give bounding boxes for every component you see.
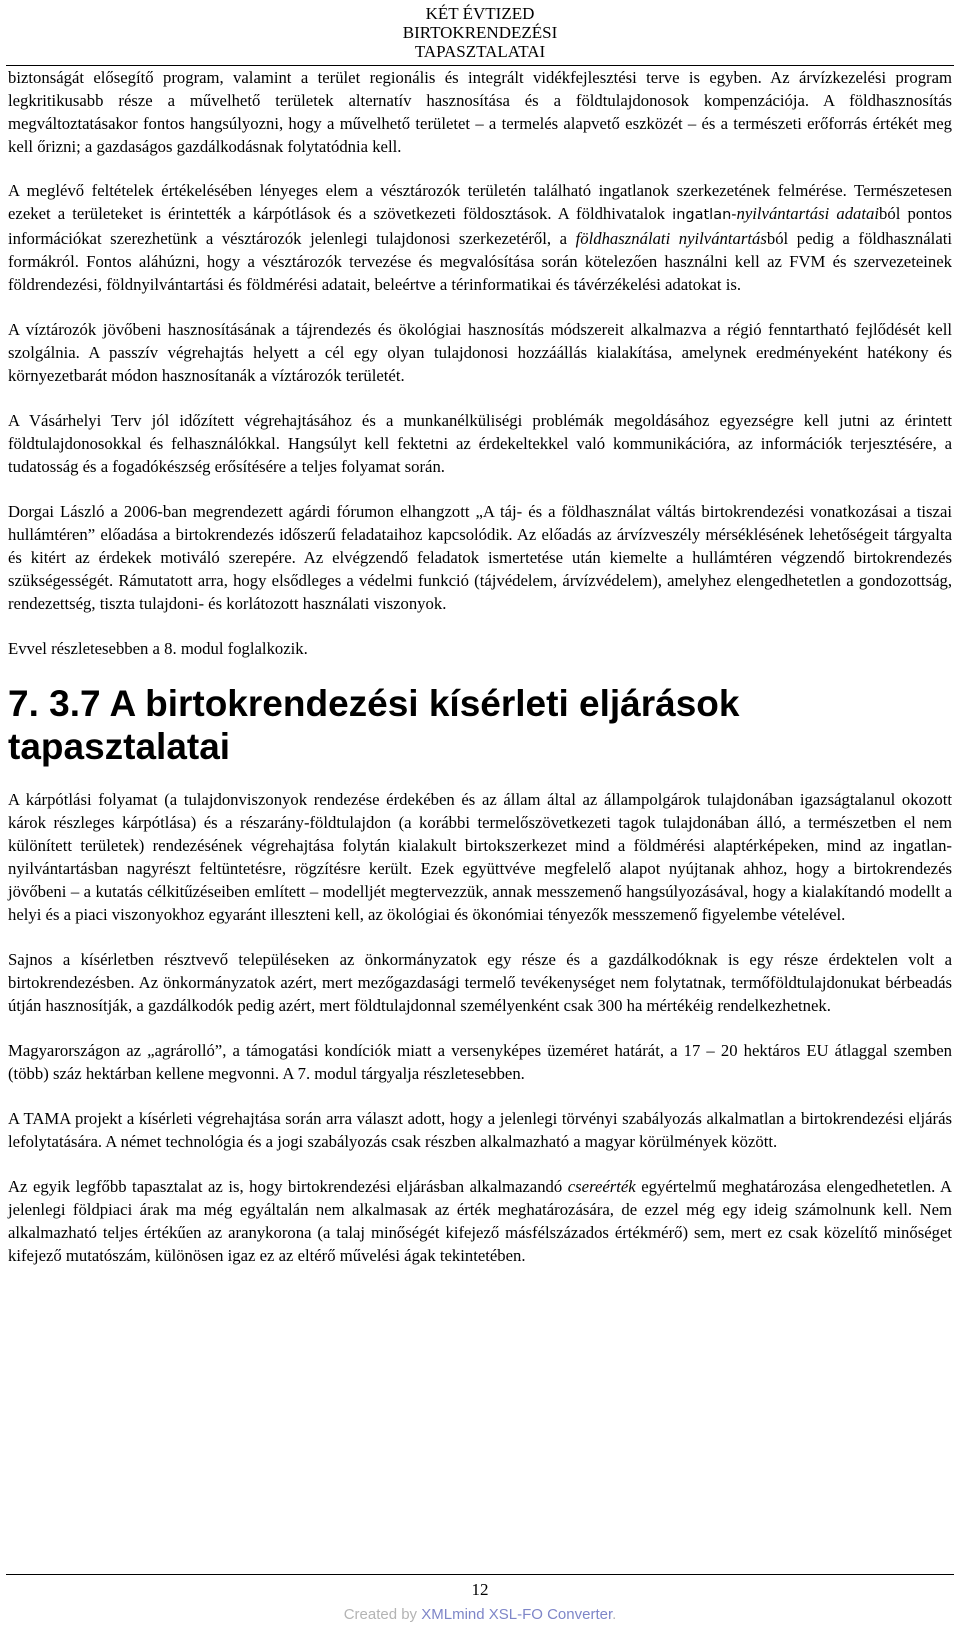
- paragraph-4: A Vásárhelyi Terv jól időzített végrehajtásához és a munkanélküliségi problémák megoldásához egyezségre kell jutni az érintett földtulajdonosokkal és felhasználókkal. Hangsúlyt kell fektetni az érdekeltekkel való kommunikációra, az információk terjesztésére, a tudatosság és a fogadókészség erősítésére a teljes folyamat során.: [8, 411, 952, 476]
- page-number: 12: [471, 1580, 489, 1599]
- paragraph-6: Evvel részletesebben a 8. modul foglalkozik.: [8, 639, 308, 658]
- section-paragraph-5-text-c: egyértelmű meghatározása elengedhetetlen. A jelenlegi földpiaci árak ma még egyáltalán nem alkalmasak az érték meghatározására, de ezzel még egy ideig számolnunk kell. Nem alkalmazható teljes értékűen az aranykorona (a talaj minőségét kifejező másfélszázados értékmérő) sem, mert ez csak közelítő minőséget kifejező mutatószám, különösen igaz ez az eltérő művelési ágak tekintetében.: [8, 1177, 952, 1265]
- paragraph-1: biztonságát elősegítő program, valamint a terület regionális és integrált vidékfejlesztési terve is egyben. Az árvízkezelési program legkritikusabb része a művelhető területek alternatív hasznosítása és a földtulajdonosok kompenzációja. A földhasznosítás megváltoztatásakor fontos hangsúlyozni, hogy a művelhető területet – a termelés alapvető eszközét – és a természeti erőforrás értékét meg kell őrizni; a gazdaságos gazdálkodásnak folytatódnia kell.: [8, 68, 952, 156]
- section-paragraph-5: [8, 1175, 952, 1267]
- section-paragraph-3: Magyarországon az „agrárolló”, a támogatási kondíciók miatt a versenyképes üzeméret határát, a 17 – 20 hektáros EU átlaggal szemben (több) száz hektárban kellene megvonni. A 7. modul tárgyalja részletesebben.: [8, 1041, 952, 1083]
- section-paragraph-5-text-a: Az egyik legfőbb tapasztalat az is, hogy birtokrendezési eljárásban alkalmazandó: [8, 1177, 568, 1196]
- creator-note: [0, 1606, 960, 1623]
- section-paragraph-4: A TAMA projekt a kísérleti végrehajtása során arra választ adott, hogy a jelenlegi törvényi szabályozás alkalmatlan a birtokrendezési eljárás lefolytatására. A német technológia és a jogi szabályozás csak részben alkalmazható a magyar körülmények között.: [8, 1109, 952, 1151]
- paragraph-2-text-a: A meglévő feltételek értékelésében lényeges elem a vésztározók területén található ingatlanok szerkezetének felmérése. Természetesen ezeket a területeket is érintették a kárpótlások és a szövetkezeti földosztások. A földhivatalok: [8, 181, 952, 223]
- section-paragraph-5-italic-b: csereérték: [567, 1177, 636, 1196]
- header-line-2: BIRTOKRENDEZÉSI: [402, 23, 558, 42]
- paragraph-2-italic-e: földhasználati nyilvántartás: [575, 229, 767, 248]
- footer-divider: [6, 1574, 954, 1575]
- creator-brand-link[interactable]: XMLmind XSL-FO Converter: [421, 1606, 613, 1623]
- section-paragraph-2: Sajnos a kísérletben résztvevő településeken az önkormányzatok egy része és a gazdálkodóknak is egy része érdektelen volt a birtokrendezésben. Az önkormányzatok azért, mert mezőgazdasági termelő tevékenységet nem folytatnak, termőföldtulajdonukat bérbeadás útján hasznosítják, a gazdálkodók pedig azért, mert földtulajdonnal személyenként csak 300 ha mértékéig rendelkezhetnek.: [8, 950, 952, 1015]
- paragraph-3: A víztározók jövőbeni hasznosításának a tájrendezés és ökológiai hasznosítás módszereit alkalmazva a régió fenntartható fejlődését kell szolgálnia. A passzív végrehajtás helyett a cél egy olyan tulajdonosi hozzáállás kialakítása, amelynek eredményeként hatékony és környezetbarát módon hasznosítanák a víztározók területét.: [8, 320, 952, 385]
- running-header: [0, 0, 960, 61]
- paragraph-2: [8, 179, 952, 296]
- creator-prefix: Created by: [343, 1606, 422, 1623]
- paragraph-2-text-d: ból pontos információkat szerezhetünk a vésztározók jelenlegi tulajdonosi szerkezetéről, a: [8, 204, 952, 248]
- paragraph-2-text-b: ingatlan-: [672, 207, 737, 223]
- section-heading: 7. 3.7 A birtokrendezési kísérleti eljárások tapasztalatai: [8, 683, 740, 767]
- paragraph-2-italic-c: nyilvántartási adatai: [736, 204, 880, 223]
- creator-suffix: .: [612, 1606, 617, 1623]
- paragraph-2-text-f: ból pedig a földhasználati formákról. Fontos aláhúzni, hogy a vésztározók tervezése és megvalósítása során kötelezően használni kell az FVM és szervezeteinek földrendezési, földnyilvántartási és földmérési adatait, beleértve a térinformatikai és távérzékelési adatokat is.: [8, 229, 952, 294]
- paragraph-5: Dorgai László a 2006-ban megrendezett agárdi fórumon elhangzott „A táj- és a földhasználat váltás birtokrendezési vonatkozásai a tiszai hullámtéren” előadása a birtokrendezés időszerű feladataihoz kapcsolódik. Az előadás az árvízveszély mérséklésének lehetőségeit tárgyalta és kitért az érdekek motiváló szerepére. Az elvégzendő feladatok ismertetése után kiemelte a hullámtéren végzendő birtokrendezés szükségességét. Rámutatott arra, hogy elsődleges a védelmi funkció (tájvédelem, árvízvédelem), amelyhez elengedhetetlen a gondozottság, rendezettség, tiszta tulajdoni- és korlátozott használati viszonyok.: [8, 502, 952, 613]
- document-body: [8, 66, 952, 1289]
- header-line-1: KÉT ÉVTIZED: [425, 4, 535, 23]
- header-line-3: TAPASZTALATAI: [414, 42, 546, 61]
- section-paragraph-1: A kárpótlási folyamat (a tulajdonviszonyok rendezése érdekében és az állam által az állampolgárok tulajdonában igazságtalanul okozott károk részleges kárpótlása) és a részarány-földtulajdon (a korábbi termelőszövetkezeti tagok tulajdonában álló, a természetben el nem különített területek) rendezésének végrehajtása folytán kialakult birtokszerkezet mind a földmérési alaptérképeken, mind az ingatlan-nyilvántartásban nagyrészt feltüntetésre, rögzítésre került. Ezek együttvéve megfelelő alapot nyújtanak ahhoz, hogy a birtokrendezés jövőbeni – a kutatás célkitűzéseiben említett – modelljét megtervezzük, annak messzemenő hangsúlyozásával, hogy a kialakítandó modellt a helyi és a piaci viszonyokhoz egyaránt illeszteni kell, az ökológiai és ökonómiai tényezők messzemenő figyelembe vételével.: [8, 790, 952, 924]
